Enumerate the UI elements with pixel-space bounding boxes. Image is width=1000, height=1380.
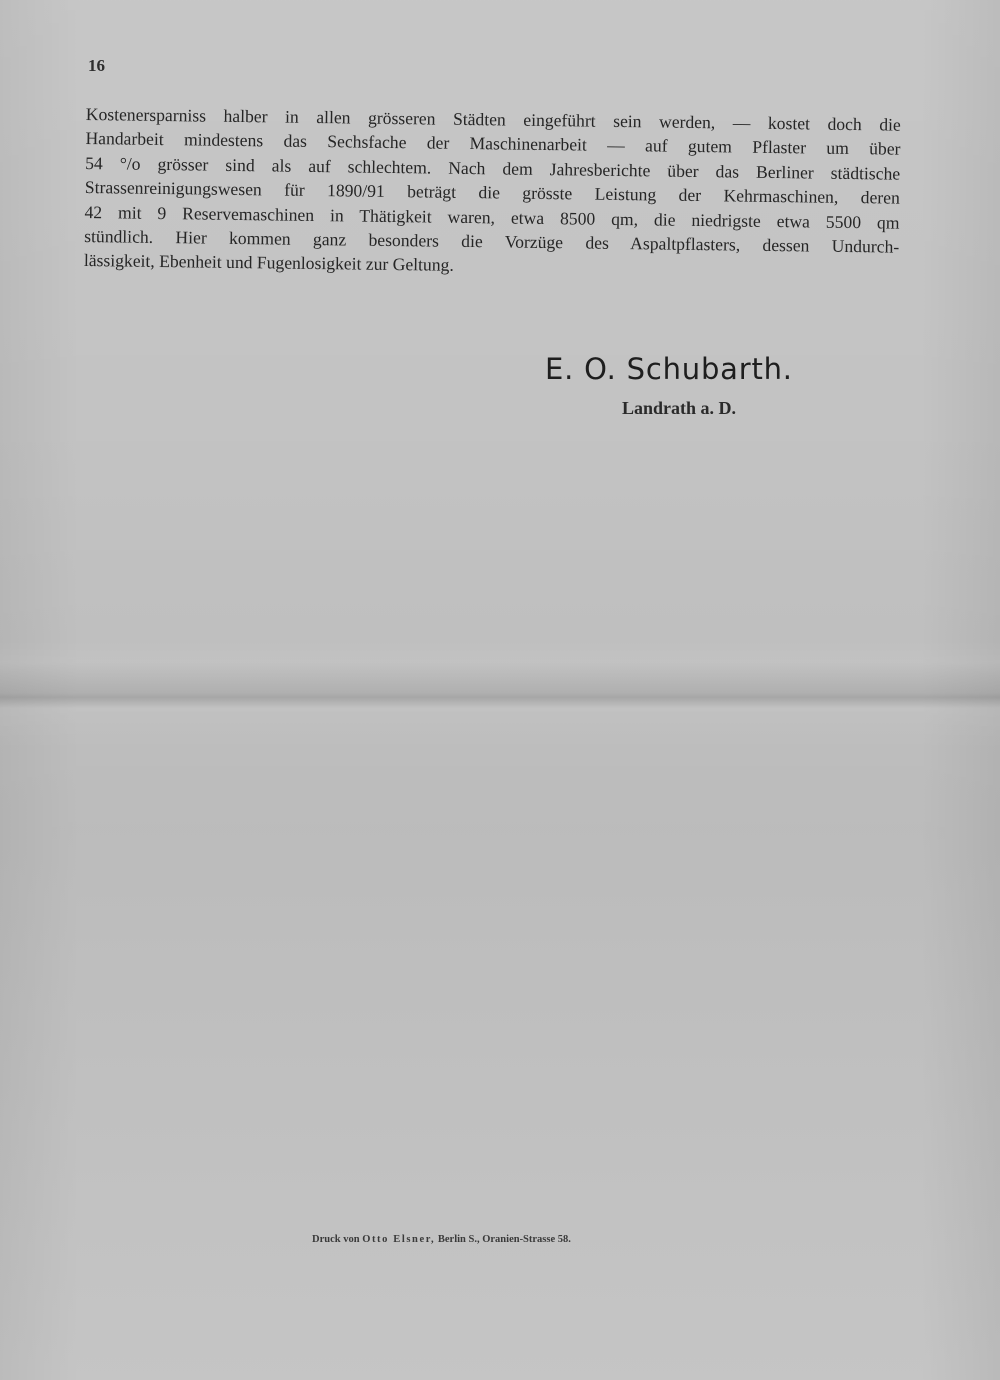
- page-number: 16: [88, 56, 105, 75]
- paragraph-line: 42 mit 9 Reservemaschinen in Thätigkeit waren, etwa 8500 qm, die niedrigste etwa 5500 qm: [84, 201, 900, 233]
- imprint-prefix: Druck von: [312, 1234, 360, 1245]
- paper-fold-shadow: [0, 640, 1000, 750]
- paragraph-line: lässigkeit, Ebenheit und Fugenlosigkeit zur Geltung.: [83, 250, 454, 276]
- signature-title: Landrath a. D.: [622, 398, 737, 418]
- printer-imprint: [312, 1234, 571, 1245]
- paragraph-line: stündlich. Hier kommen ganz besonders die Vorzüge des Aspaltpflasters, dessen Undurch-: [84, 226, 900, 257]
- imprint-printer: Otto Elsner,: [362, 1234, 436, 1245]
- paragraph-line: Handarbeit mindestens das Sechsfache der Maschinenarbeit — auf gutem Pflaster um über: [85, 128, 901, 160]
- paragraph-line: Strassenreinigungswesen für 1890/91 beträgt die grösste Leistung der Kehrmaschinen, deren: [84, 177, 900, 208]
- paragraph-line: 54 °/o grösser sind als auf schlechtem. Nach dem Jahresberichte über das Berliner städtische: [85, 152, 901, 184]
- body-paragraph: [84, 102, 901, 283]
- imprint-location: Berlin S., Oranien-Strasse 58.: [437, 1234, 571, 1245]
- signature-name: E. O. Schubarth.: [545, 352, 793, 386]
- paragraph-line: Kostenersparniss halber in allen grösseren Städten eingeführt sein werden, — kostet doch die: [85, 103, 901, 135]
